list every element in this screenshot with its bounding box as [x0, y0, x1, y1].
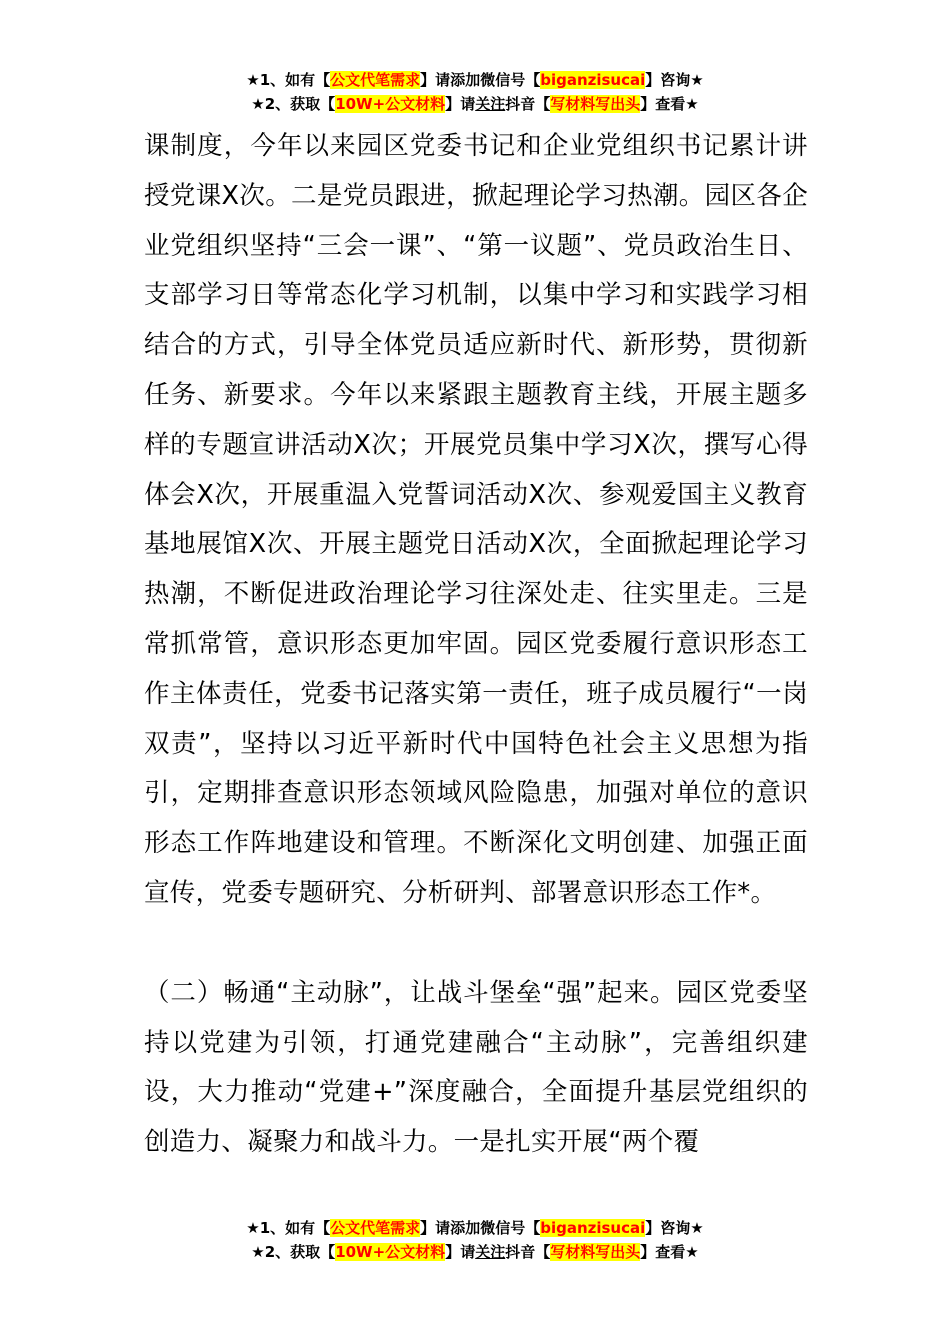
banner-highlight-materials: 10W+公文材料: [335, 1243, 446, 1261]
paragraph-gap: [144, 919, 808, 969]
banner-line-1: [0, 68, 950, 92]
banner-text: 加: [465, 1219, 481, 1237]
footer-banner: [0, 1216, 950, 1264]
banner-text: ★1、如有【: [246, 71, 331, 89]
banner-text: 】咨询★: [645, 1219, 704, 1237]
banner-text-underlined: 关注: [475, 1243, 506, 1261]
banner-text-underlined: 关注: [475, 95, 506, 113]
body-paragraph-1: 课制度，今年以来园区党委书记和企业党组织书记累计讲授党课X次。二是党员跟进，掀起理论学习热潮。园区各企业党组织坚持“三会一课”、“第一议题”、党员政治生日、支部学习日等常态化学习机制，以集中学习和实践学习相结合的方式，引导全体党员适应新时代、新形势，贯彻新任务、新要求。今年以来紧跟主题教育主线，开展主题多样的专题宣讲活动X次；开展党员集中学习X次，撰写心得体会X次，开展重温入党誓词活动X次、参观爱国主义教育基地展馆X次、开展主题党日活动X次，全面掀起理论学习热潮，不断促进政治理论学习往深处走、往实里走。三是常抓常管，意识形态更加牢固。园区党委履行意识形态工作主体责任，党委书记落实第一责任，班子成员履行“一岗双责”，坚持以习近平新时代中国特色社会主义思想为指引，定期排查意识形态领域风险隐患，加强对单位的意识形态工作阵地建设和管理。不断深化文明创建、加强正面宣传，党委专题研究、分析研判、部署意识形态工作*。: [144, 131, 808, 908]
banner-text: 】查看★: [640, 95, 699, 113]
header-banner: [0, 68, 950, 116]
banner-highlight-douyin-id: 写材料写出头: [550, 1243, 641, 1261]
banner-line-2: [0, 92, 950, 116]
banner-text: 】请: [445, 1243, 476, 1261]
banner-line-1: [0, 1216, 950, 1240]
banner-highlight-materials: 10W+公文材料: [335, 95, 446, 113]
banner-text: 抖音【: [505, 1243, 551, 1261]
body-paragraph-2: （二）畅通“主动脉”，让战斗堡垒“强”起来。园区党委坚持以党建为引领，打通党建融合“主动脉”，完善组织建设，大力推动“党建+”深度融合，全面提升基层党组织的创造力、凝聚力和战斗力。一是扎实开展“两个覆: [144, 977, 808, 1158]
banner-text: ★2、获取【: [251, 1243, 336, 1261]
banner-line-2: [0, 1240, 950, 1264]
banner-highlight-douyin-id: 写材料写出头: [550, 95, 641, 113]
banner-text: ★2、获取【: [251, 95, 336, 113]
banner-highlight-service: 公文代笔需求: [330, 71, 421, 89]
banner-highlight-wechat-id: biganzisucai: [540, 71, 646, 89]
banner-highlight-wechat-id: biganzisucai: [540, 1219, 646, 1237]
banner-text: 】查看★: [640, 1243, 699, 1261]
banner-text: 】请添: [420, 1219, 466, 1237]
banner-text: 】请: [445, 95, 476, 113]
banner-text: 微信号【: [480, 1219, 541, 1237]
banner-highlight-service: 公文代笔需求: [330, 1219, 421, 1237]
banner-text: ★1、如有【: [246, 1219, 331, 1237]
banner-text: 抖音【: [505, 95, 551, 113]
banner-text: 微信号【: [480, 71, 541, 89]
banner-text: 】咨询★: [645, 71, 704, 89]
banner-text: 】请添: [420, 71, 466, 89]
document-body: [144, 122, 808, 1168]
banner-text: 加: [465, 71, 481, 89]
